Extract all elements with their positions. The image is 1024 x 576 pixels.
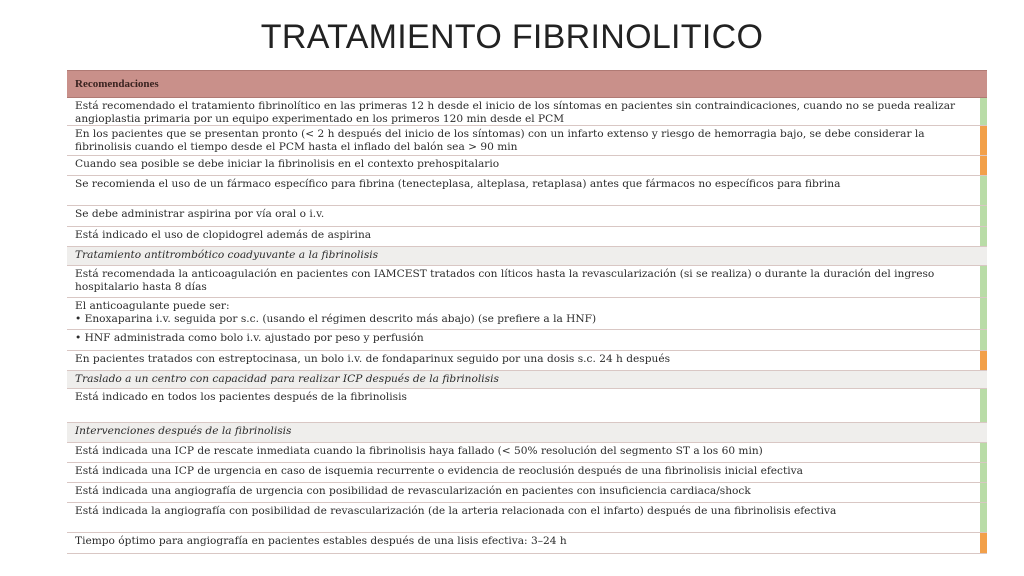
table-header [67,70,987,98]
recommendation-class-bar [980,503,987,532]
recommendation-text: Cuando sea posible se debe iniciar la fibrinolisis en el contexto prehospitalario [75,158,500,170]
table-row [67,503,987,533]
recommendation-class-bar [980,298,987,329]
recommendation-class-bar [980,126,987,155]
recommendation-text: Se debe administrar aspirina por vía oral o i.v. [75,208,325,220]
recommendation-class-bar [980,351,987,370]
recommendation-text: Está recomendada la anticoagulación en pacientes con IAMCEST tratados con líticos hasta la revascularización (si se realiza) o durante la duración del ingreso hospitalario hasta 8 días [75,268,935,293]
recommendation-class-bar [980,483,987,502]
recommendation-class-bar [980,266,987,297]
table-row [67,266,987,298]
recommendation-text: Tiempo óptimo para angiografía en pacientes estables después de una lisis efectiva: 3–24 h [75,535,567,547]
recommendation-text: Está recomendado el tratamiento fibrinolítico en las primeras 12 h desde el inicio de los síntomas en pacientes sin contraindicaciones, cuando no se pueda realizar angioplastia primaria por un equipo experimentado en los primeros 120 min desde el PCM [75,100,956,125]
table-body [67,98,987,554]
recommendation-text: El anticoagulante puede ser: • Enoxaparina i.v. seguida por s.c. (usando el régimen descrito más abajo) (se prefiere a la HNF) [75,300,597,325]
recommendation-class-bar [980,423,987,442]
table-row [67,126,987,156]
recommendation-class-bar [980,533,987,553]
recommendation-text: Traslado a un centro con capacidad para realizar ICP después de la fibrinolisis [75,373,499,385]
recommendation-text: Está indicada la angiografía con posibilidad de revascularización (de la arteria relacionada con el infarto) después de una fibrinolisis efectiva [75,505,837,517]
recommendation-class-bar [980,98,987,125]
table-header-label: Recomendaciones [75,78,159,90]
recommendation-class-bar [980,206,987,226]
recommendation-class-bar [980,227,987,246]
recommendation-text: Está indicado en todos los pacientes después de la fibrinolisis [75,391,407,403]
section-header-row [67,247,987,266]
recommendation-text: Tratamiento antitrombótico coadyuvante a la fibrinolisis [75,249,379,261]
table-row [67,98,987,126]
recommendation-text: Intervenciones después de la fibrinolisis [75,425,292,437]
recommendation-class-bar [980,463,987,482]
recommendation-text: Se recomienda el uso de un fármaco específico para fibrina (tenecteplasa, alteplasa, retaplasa) antes que fármacos no específicos para fibrina [75,178,841,190]
table-row [67,298,987,330]
recommendation-class-bar [980,156,987,175]
table-row [67,351,987,371]
recommendation-class-bar [980,443,987,462]
recommendation-text: Está indicada una angiografía de urgencia con posibilidad de revascularización en pacientes con insuficiencia cardiaca/shock [75,485,751,497]
recommendation-text: Está indicada una ICP de rescate inmediata cuando la fibrinolisis haya fallado (< 50% resolución del segmento ST a los 60 min) [75,445,763,457]
table-row [67,483,987,503]
table-row [67,463,987,483]
recommendation-class-bar [980,247,987,265]
section-header-row [67,371,987,389]
table-row [67,176,987,206]
table-row [67,533,987,554]
table-row [67,227,987,247]
table-row [67,156,987,176]
table-row [67,443,987,463]
table-row [67,330,987,351]
table-row [67,389,987,423]
recommendation-class-bar [980,176,987,205]
section-header-row [67,423,987,443]
page-title: TRATAMIENTO FIBRINOLITICO [260,18,764,56]
recommendation-text: Está indicado el uso de clopidogrel además de aspirina [75,229,372,241]
table-row [67,206,987,227]
recommendation-class-bar [980,330,987,350]
recommendation-text: • HNF administrada como bolo i.v. ajustado por peso y perfusión [75,332,424,344]
recommendations-table [67,70,987,554]
recommendation-text: En pacientes tratados con estreptocinasa, un bolo i.v. de fondaparinux seguido por una dosis s.c. 24 h después [75,353,671,365]
recommendation-text: En los pacientes que se presentan pronto (< 2 h después del inicio de los síntomas) con un infarto extenso y riesgo de hemorragia bajo, se debe considerar la fibrinolisis cuando el tiempo desde el PCM hasta el inflado del balón sea > 90 min [75,128,925,153]
recommendation-class-bar [980,389,987,422]
recommendation-class-bar [980,371,987,388]
recommendation-text: Está indicada una ICP de urgencia en caso de isquemia recurrente o evidencia de reoclusión después de una fibrinolisis inicial efectiva [75,465,803,477]
